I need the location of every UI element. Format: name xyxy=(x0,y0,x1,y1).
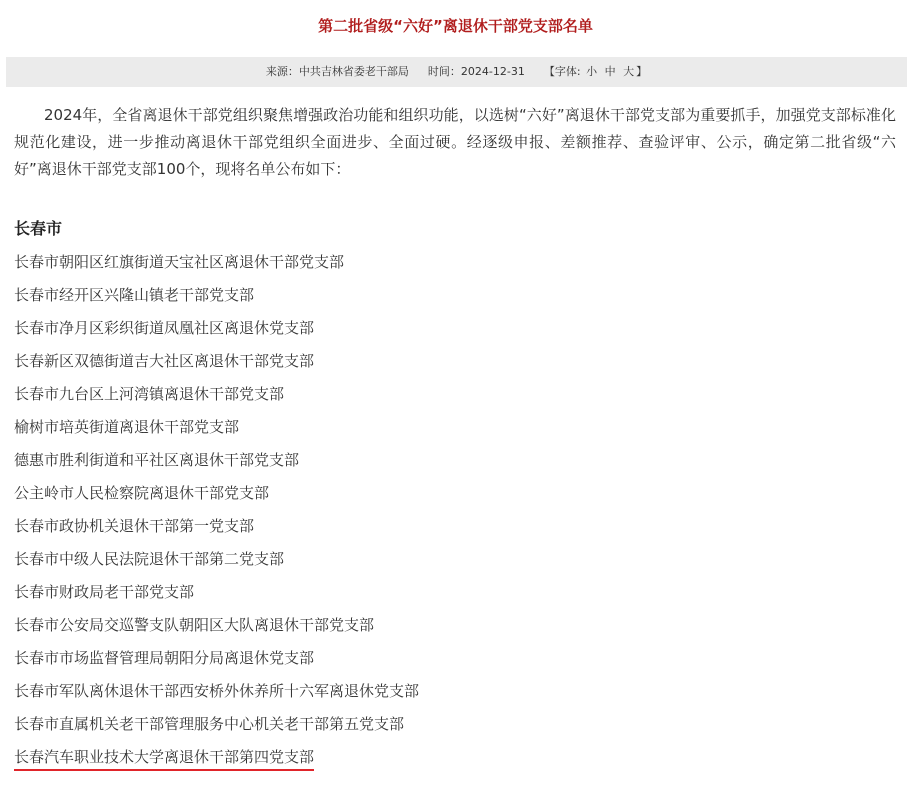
font-size-medium-button[interactable]: 中 xyxy=(604,65,616,78)
party-branch-name: 长春市公安局交巡警支队朝阳区大队离退休干部党支部 xyxy=(14,616,375,634)
party-branch-list xyxy=(14,248,419,776)
party-branch-name: 榆树市培英街道离退休干部党支部 xyxy=(14,418,240,436)
list-item xyxy=(14,380,419,413)
party-branch-name: 长春市财政局老干部党支部 xyxy=(14,583,195,601)
party-branch-name: 长春市市场监督管理局朝阳分局离退休党支部 xyxy=(14,649,315,667)
publish-date: 2024-12-31 xyxy=(460,65,525,78)
list-item xyxy=(14,611,419,644)
source-label: 来源： xyxy=(265,65,299,78)
list-item xyxy=(14,644,419,677)
intro-paragraph: 2024年，全省离退休干部党组织聚焦增强政治功能和组织功能，以选树“六好”离退休干部党支部为重要抓手，加强党支部标准化规范化建设，进一步推动离退休干部党组织全面进步、全面过硬。经逐级申报、差额推荐、查验评审、公示，确定第二批省级“六好”离退休干部党支部100个，现将名单公布如下： xyxy=(14,106,896,178)
list-item xyxy=(14,677,419,710)
party-branch-name: 长春市军队离休退休干部西安桥外休养所十六军离退休党支部 xyxy=(14,682,420,700)
party-branch-name: 长春市朝阳区红旗街道天宝社区离退休干部党支部 xyxy=(14,253,345,271)
font-size-large-button[interactable]: 大 xyxy=(623,65,635,78)
font-size-bracket: 】 xyxy=(636,65,648,78)
list-item xyxy=(14,248,419,281)
list-item xyxy=(14,314,419,347)
party-branch-name: 长春市净月区彩织街道凤凰社区离退休党支部 xyxy=(14,319,315,337)
party-branch-name: 长春市中级人民法院退休干部第二党支部 xyxy=(14,550,285,568)
font-size-label: 【字体: xyxy=(543,65,581,78)
list-item xyxy=(14,446,419,479)
city-heading: 长春市 xyxy=(14,219,63,238)
article-title: 第二批省级“六好”离退休干部党支部名单 xyxy=(318,17,593,35)
list-item xyxy=(14,347,419,380)
list-item xyxy=(14,281,419,314)
party-branch-name: 长春市经开区兴隆山镇老干部党支部 xyxy=(14,286,255,304)
party-branch-name: 长春新区双德街道吉大社区离退休干部党支部 xyxy=(14,352,315,370)
party-branch-name: 长春市直属机关老干部管理服务中心机关老干部第五党支部 xyxy=(14,715,405,733)
party-branch-name: 公主岭市人民检察院离退休干部党支部 xyxy=(14,484,270,502)
list-item xyxy=(14,512,419,545)
article-meta-bar xyxy=(6,57,907,87)
party-branch-name: 德惠市胜利街道和平社区离退休干部党支部 xyxy=(14,451,300,469)
list-item xyxy=(14,479,419,512)
font-size-small-button[interactable]: 小 xyxy=(586,65,598,78)
party-branch-name: 长春市政协机关退休干部第一党支部 xyxy=(14,517,255,535)
party-branch-name: 长春市九台区上河湾镇离退休干部党支部 xyxy=(14,385,285,403)
list-item xyxy=(14,710,419,743)
source-name: 中共吉林省委老干部局 xyxy=(298,65,409,78)
list-item xyxy=(14,578,419,611)
list-item xyxy=(14,743,419,776)
list-item xyxy=(14,545,419,578)
party-branch-name: 长春汽车职业技术大学离退休干部第四党支部 xyxy=(14,748,314,771)
list-item xyxy=(14,413,419,446)
time-label: 时间： xyxy=(427,65,461,78)
